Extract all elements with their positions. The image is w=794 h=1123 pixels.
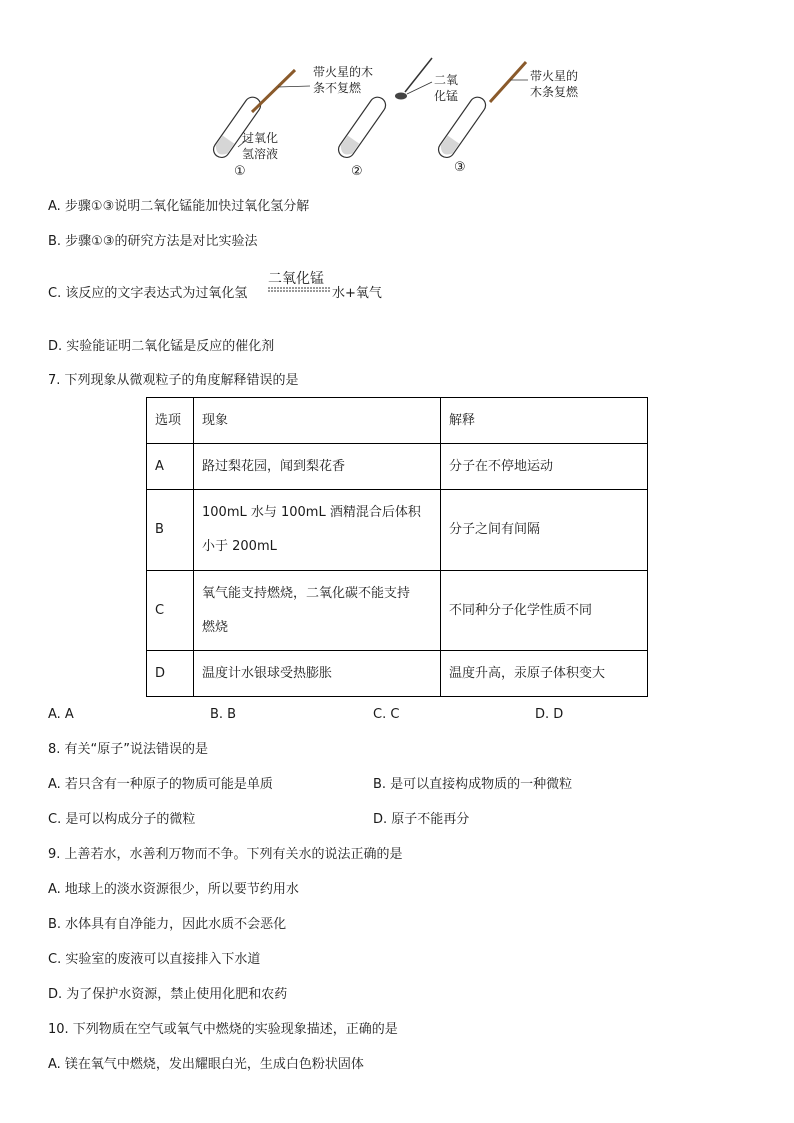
q6-option-a: A. 步骤①③说明二氧化锰能加快过氧化氢分解 — [48, 199, 310, 214]
q7-answer-d: D. D — [535, 707, 564, 722]
q8-option-d: D. 原子不能再分 — [373, 812, 470, 827]
q7-stem: 7. 下列现象从微观粒子的角度解释错误的是 — [48, 373, 299, 388]
table-row — [147, 490, 648, 571]
table-cell: D — [147, 651, 194, 697]
q10-stem: 10. 下列物质在空气或氧气中燃烧的实验现象描述，正确的是 — [48, 1022, 398, 1037]
label-tube1-bottom: 过氧化 氢溶液 — [242, 131, 279, 161]
q8-option-b: B. 是可以直接构成物质的一种微粒 — [373, 777, 573, 792]
q9-option-a: A. 地球上的淡水资源很少，所以要节约用水 — [48, 882, 299, 897]
q6-option-c-suffix: 水+氧气 — [332, 286, 382, 301]
q9-option-c: C. 实验室的废液可以直接排入下水道 — [48, 952, 261, 967]
tube-number-1: ① — [234, 164, 246, 179]
q7-answer-b: B. B — [210, 707, 237, 722]
table-cell: 100mL 水与 100mL 酒精混合后体积 小于 200mL — [194, 490, 441, 571]
tube-number-2: ② — [351, 164, 363, 179]
table-cell: C — [147, 571, 194, 651]
table-cell: 温度计水银球受热膨胀 — [194, 651, 441, 697]
table-header: 解释 — [441, 398, 648, 444]
tube-number-3: ③ — [454, 160, 466, 175]
table-header: 选项 — [147, 398, 194, 444]
table-cell: 分子之间有间隔 — [441, 490, 648, 571]
table-cell: 路过梨花园，闻到梨花香 — [194, 444, 441, 490]
table-header-row — [147, 398, 648, 444]
label-tube3: 带火星的 木条复燃 — [530, 69, 579, 99]
q9-stem: 9. 上善若水，水善利万物而不争。下列有关水的说法正确的是 — [48, 847, 403, 862]
table-row — [147, 571, 648, 651]
label-tube1-top: 带火星的木 条不复燃 — [313, 65, 374, 95]
label-tube2: 二氧 化锰 — [434, 73, 459, 103]
q6-option-d: D. 实验能证明二氧化锰是反应的催化剂 — [48, 339, 275, 354]
reaction-arrow — [268, 286, 330, 292]
experiment-figure — [200, 52, 600, 182]
q8-stem: 8. 有关“原子”说法错误的是 — [48, 742, 209, 757]
q9-option-b: B. 水体具有自净能力，因此水质不会恶化 — [48, 917, 287, 932]
q9-option-d: D. 为了保护水资源，禁止使用化肥和农药 — [48, 987, 288, 1002]
table-cell: 不同种分子化学性质不同 — [441, 571, 648, 651]
q7-answer-a: A. A — [48, 707, 74, 722]
table-cell: B — [147, 490, 194, 571]
table-cell: A — [147, 444, 194, 490]
q8-option-c: C. 是可以构成分子的微粒 — [48, 812, 196, 827]
q6-option-b: B. 步骤①③的研究方法是对比实验法 — [48, 234, 258, 249]
q6-option-c-prefix: C. 该反应的文字表达式为过氧化氢 — [48, 286, 248, 301]
q7-table — [146, 397, 648, 697]
table-cell: 氧气能支持燃烧，二氧化碳不能支持 燃烧 — [194, 571, 441, 651]
table-header: 现象 — [194, 398, 441, 444]
q6-option-c-catalyst: 二氧化锰 — [268, 271, 324, 287]
table-row — [147, 651, 648, 697]
q8-option-a: A. 若只含有一种原子的物质可能是单质 — [48, 777, 273, 792]
q10-option-a: A. 镁在氧气中燃烧，发出耀眼白光，生成白色粉状固体 — [48, 1057, 364, 1072]
table-cell: 分子在不停地运动 — [441, 444, 648, 490]
table-cell: 温度升高，汞原子体积变大 — [441, 651, 648, 697]
q7-answer-c: C. C — [373, 707, 400, 722]
table-row — [147, 444, 648, 490]
